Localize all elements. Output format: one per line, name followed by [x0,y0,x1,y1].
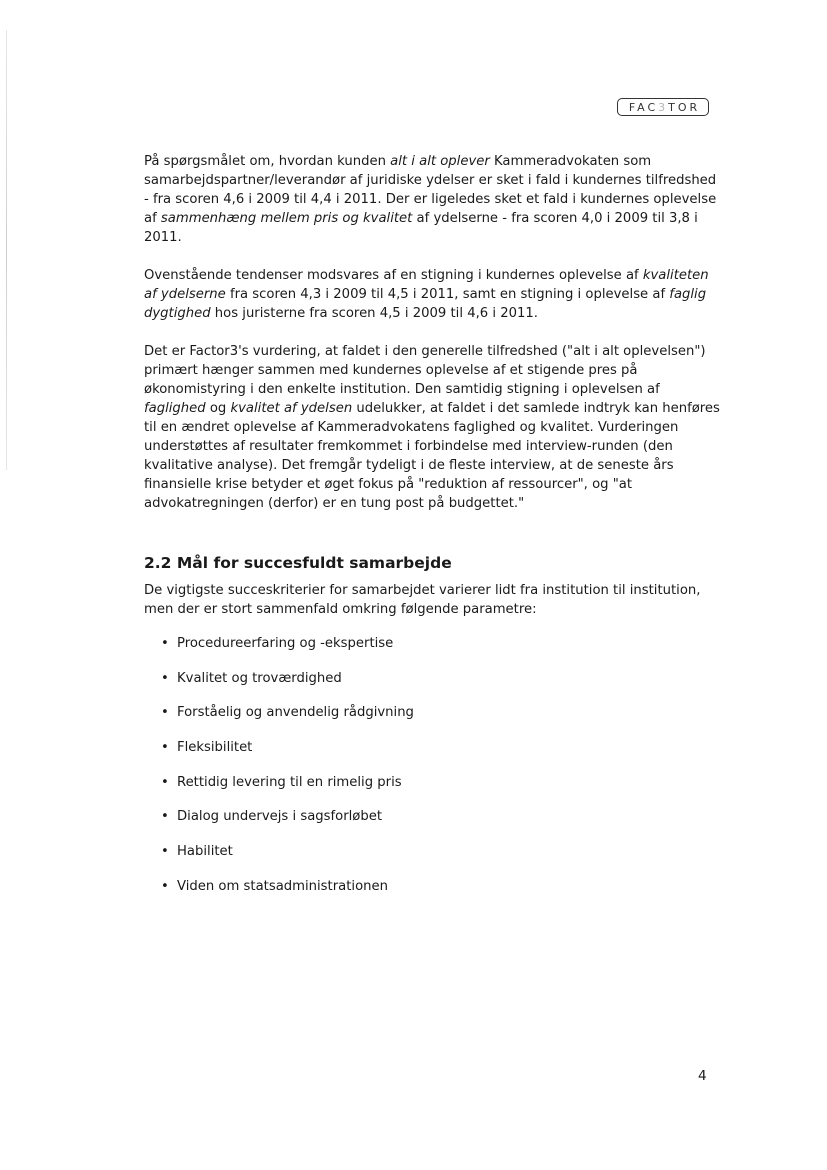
section-heading: 2.2 Mål for succesfuldt samarbejde [144,554,452,572]
paragraph-1 [144,152,724,247]
factor3-logo [617,98,709,116]
page-number: 4 [698,1068,707,1084]
list-item: • Dialog undervejs i sagsforløbet [144,807,724,842]
page-content [144,152,724,912]
list-item: • Fleksibilitet [144,738,724,773]
list-item: • Rettidig levering til en rimelig pris [144,773,724,808]
p2-text-1: Ovenstående tendenser modsvares af en stigning i kundernes oplevelse af [144,268,643,283]
p3-emphasis-2: kvalitet af ydelsen [230,401,353,416]
list-item: • Viden om statsadministrationen [144,877,724,912]
p1-emphasis-2: sammenhæng mellem pris og kvalitet [160,211,413,226]
p2-text-2: fra scoren 4,3 i 2009 til 4,5 i 2011, samt en stigning i oplevelse af [225,287,670,302]
logo-text-digit: 3 [658,100,669,114]
scan-edge [6,30,7,470]
list-item: • Habilitet [144,842,724,877]
logo-text-right: TOR [668,100,701,114]
p1-text-1: På spørgsmålet om, hvordan kunden [144,154,391,169]
list-item: • Kvalitet og troværdighed [144,669,724,704]
p3-text-3: udelukker, at faldet i det samlede indtryk kan henføres til en ændret oplevelse af Kammeradvokatens faglighed og kvalitet. Vurderingen understøttes af resultater fremkommet i forbindelse med interview-runden (den kvalitative analyse). Det fremgår tydeligt i de fleste interview, at de seneste års finansielle krise betyder et øget fokus på "reduktion af ressourcer", og "at advokatregningen (derfor) er en tung post på budgettet." [144,401,720,511]
p2-text-3: hos juristerne fra scoren 4,5 i 2009 til 4,6 i 2011. [210,306,538,321]
p1-text-2: Kammeradvokaten som samarbejdspartner/leverandør af juridiske ydelser er sket i fald i kundernes tilfredshed - fra scoren 4,6 i 2009 til 4,4 i 2011. Der er ligeledes sket et fald i kundernes oplevelse af [144,154,717,226]
p2-emphasis-1: kvaliteten af ydelserne [144,268,709,302]
paragraph-3 [144,342,724,513]
list-item: • Forståelig og anvendelig rådgivning [144,703,724,738]
criteria-list [144,634,724,912]
section-intro: De vigtigste succeskriterier for samarbejdet varierer lidt fra institution til institution, men der er stort sammenfald omkring følgende parametre: [144,583,701,617]
p3-emphasis-1: faglighed [144,401,206,416]
logo-text-left: FAC [628,100,659,114]
list-item: • Procedureerfaring og -ekspertise [144,634,724,669]
p1-emphasis-1: alt i alt oplever [390,154,490,169]
p1-text-3: af ydelserne - fra scoren 4,0 i 2009 til 3,8 i 2011. [144,211,698,245]
p3-text-2: og [205,401,231,416]
p2-emphasis-2: faglig dygtighed [144,287,707,321]
paragraph-2 [144,266,724,323]
p3-text-1: Det er Factor3's vurdering, at faldet i den generelle tilfredshed ("alt i alt oplevelsen") primært hænger sammen med kundernes oplevelse af et stigende pres på økonomistyring i den enkelte institution. Den samtidig stigning i oplevelsen af [144,344,706,397]
